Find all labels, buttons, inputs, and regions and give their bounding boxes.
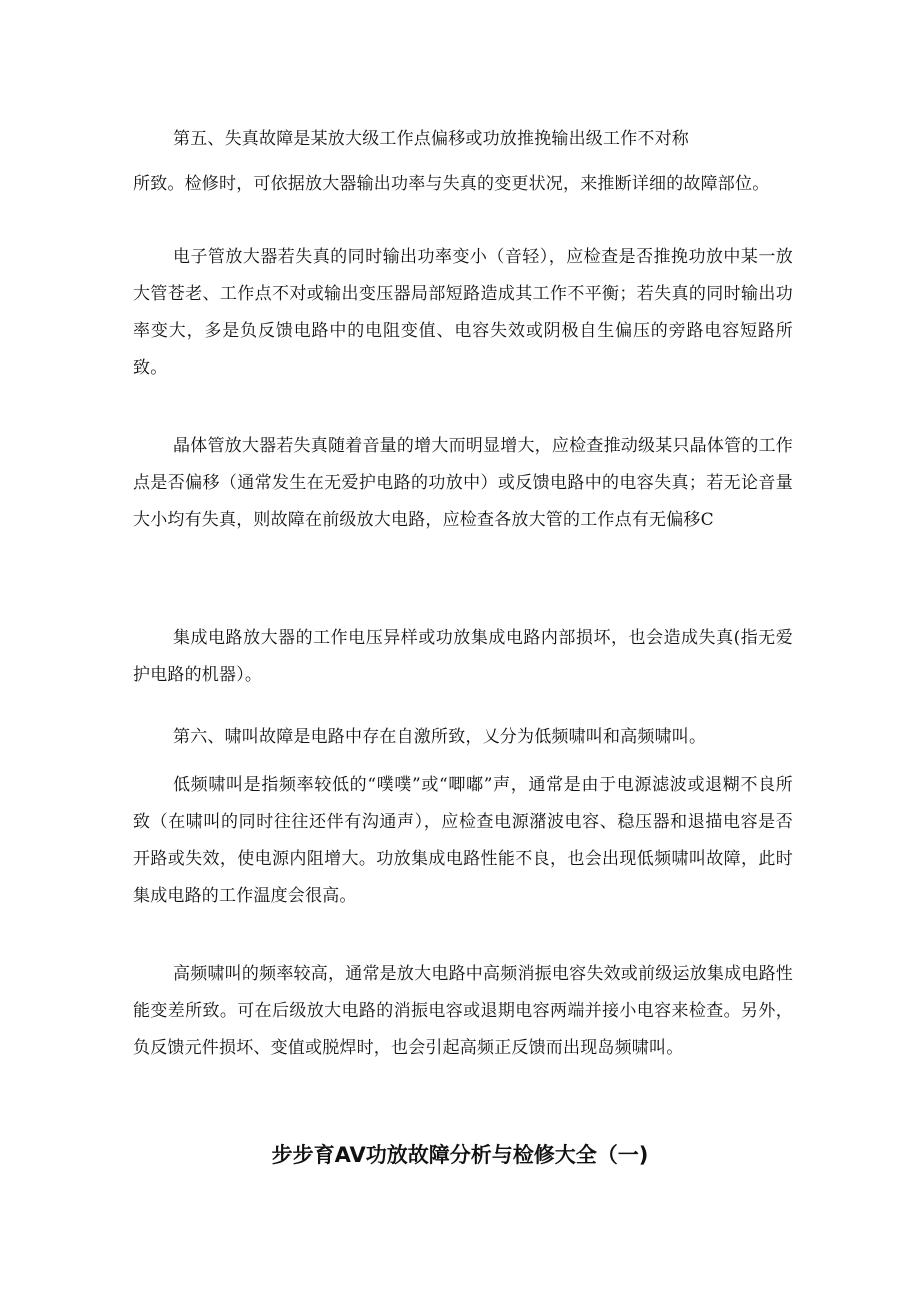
paragraph-tube-amplifier: 电子管放大器若失真的同时输出功率变小（音轻），应检查是否推挽功放中某一放大管苍老、工作点不对或输出变压器局部短路造成其工作不平衡；若失真的同时输出功率变大，多是负反馈电路中的电阻变值、电容失效或阴极自生偏压的旁路电容短路所致。: [133, 247, 793, 378]
paragraph-low-frequency-howl: 低频啸叫是指频率较低的“噗噗”或“唧嘟”声，通常是由于电源滤波或退糊不良所致（在啸叫的同时往往还伴有沟通声），应检查电源潴波电容、稳压器和退描电容是否开路或失效，使电源内阻增大。功放集成电路性能不良，也会出现低频啸叫故障，此时集成电路的工作温度会很高。: [133, 775, 793, 906]
paragraph-high-frequency-howl: 高频啸叫的频率较高，通常是放大电路中高频消振电容失效或前级运放集成电路性能变差所致。可在后级放大电路的消振电容或退期电容两端并接小电容来检查。另外，负反馈元件损坏、变值或脱焊时，也会引起高频正反馈而出现岛频啸叫。: [133, 964, 793, 1058]
paragraph-howling-intro: 第六、啸叫故障是电路中存在自激所致，乂分为低频啸叫和高频啸叫。: [173, 727, 707, 747]
paragraph-ic-amplifier: 集成电路放大器的工作电压异样或功放集成电路内部损坏，也会造成失真(指无爱护电路的机器）。: [133, 628, 793, 685]
paragraph-distortion-intro: 第五、失真故障是某放大级工作点偏移或功放推挽输出级工作不对称: [173, 129, 689, 149]
document-heading: 步步育AV功放故障分析与检修大全（一): [271, 1143, 649, 1167]
paragraph-distortion-cause: 所致。检修时，可依据放大器输出功率与失真的变更状况，来推断详细的故障部位。: [133, 174, 770, 194]
paragraph-transistor-amplifier: 晶体管放大器若失真随着音量的增大而明显增大，应检查推动级某只晶体管的工作点是否偏移（通常发生在无爱护电路的功放中）或反馈电路中的电容失真；若无论音量大小均有失真，则故障在前级放大电路，应检查各放大管的工作点有无偏移C: [133, 436, 793, 530]
